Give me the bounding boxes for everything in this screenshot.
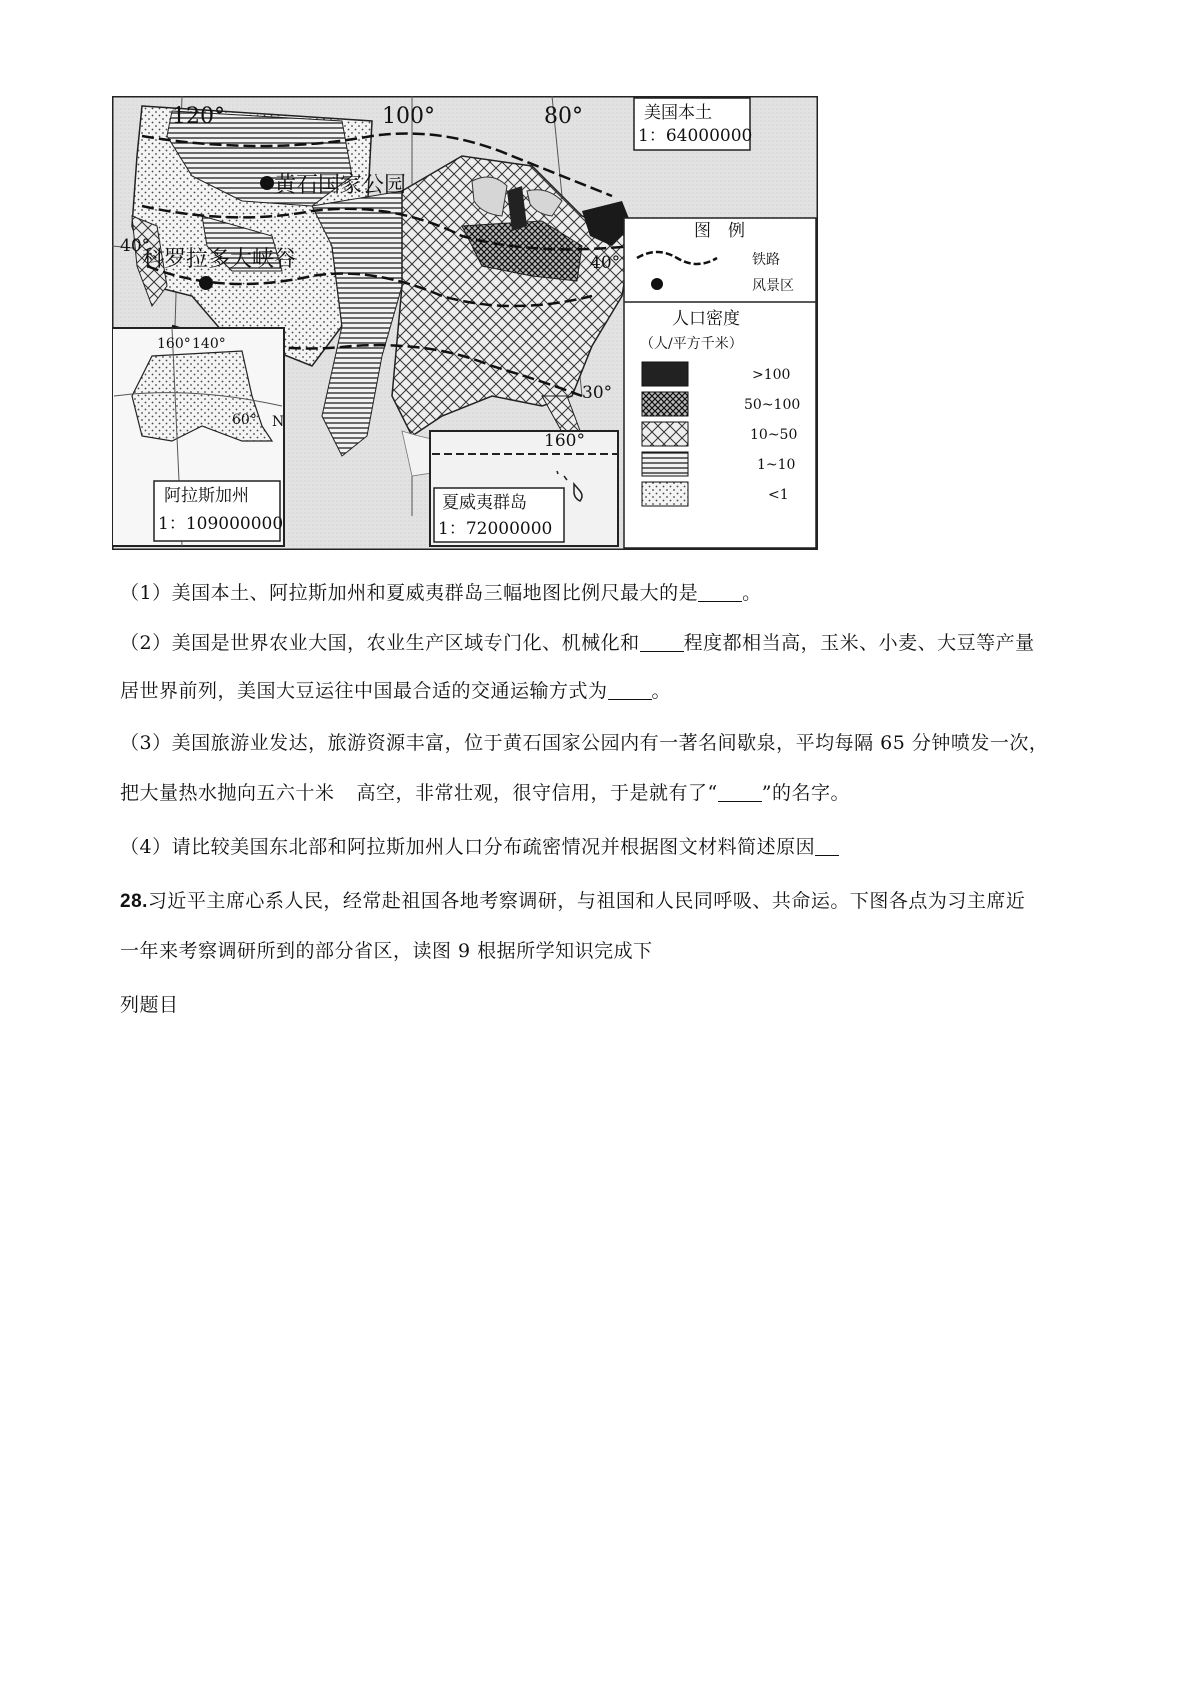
usa-population-density-map xyxy=(112,96,818,550)
alaska-lat-N: N xyxy=(272,414,285,430)
lat-30-label: 30° xyxy=(582,383,613,403)
q2-answer-blank-1[interactable] xyxy=(640,631,684,652)
question-28-line-3 xyxy=(120,984,1100,1027)
q3-answer-blank[interactable] xyxy=(718,781,762,802)
question-28-line-1 xyxy=(120,880,1100,923)
mainland-scale: 1：64000000 xyxy=(638,126,753,146)
q3-text-b: 把大量热水抛向五六十米 xyxy=(120,782,335,804)
alaska-lat-60: 60° xyxy=(232,412,257,428)
lat-40-left-label: 40° xyxy=(120,236,151,256)
q3-text-c: 高空，非常壮观，很守信用，于是就有了“ xyxy=(356,782,718,804)
yellowstone-label: 黄石国家公园 xyxy=(274,173,407,198)
legend-title: 图 例 xyxy=(694,221,745,241)
legend-density-title: 人口密度 xyxy=(672,309,740,329)
alaska-lon-140: 140° xyxy=(192,336,226,352)
legend-scenic: 风景区 xyxy=(752,278,794,294)
q2-text-c: 居世界前列，美国大豆运往中国最合适的交通运输方式为 xyxy=(120,680,608,702)
grand-canyon-label: 科罗拉多大峡谷 xyxy=(142,247,297,272)
q28-text-2: 一年来考察调研所到的部分省区，读图 9 根据所学知识完成下 xyxy=(120,940,653,962)
q2-text-a: （2）美国是世界农业大国，农业生产区域专门化、机械化和 xyxy=(120,632,640,654)
scenic-legend-symbol xyxy=(651,278,663,290)
hawaii-title: 夏威夷群岛 xyxy=(442,493,527,513)
legend-class-2: 50~100 xyxy=(744,397,801,413)
mainland-title: 美国本土 xyxy=(644,103,712,123)
legend-density-unit: （人/平方千米） xyxy=(640,336,743,352)
legend-class-1: >100 xyxy=(752,367,791,383)
hawaii-lon-160: 160° xyxy=(544,431,585,451)
legend-class-5: <1 xyxy=(768,487,789,503)
question-3-line-1 xyxy=(120,722,1100,765)
q3-text-a: （3）美国旅游业发达，旅游资源丰富，位于黄石国家公园内有一著名间歇泉，平均每隔 65 分钟喷发一次， xyxy=(120,732,1049,754)
q4-text: （4）请比较美国东北部和阿拉斯加州人口分布疏密情况并根据图文材料简述原因 xyxy=(120,836,816,858)
hawaii-scale: 1：72000000 xyxy=(438,519,553,539)
alaska-scale: 1：109000000 xyxy=(158,514,284,534)
question-1 xyxy=(120,572,1100,615)
q3-suffix: ”的名字。 xyxy=(761,782,850,804)
q28-text-1: 习近平主席心系人民，经常赴祖国各地考察调研，与祖国和人民同呼吸、共命运。下图各点为习主席近 xyxy=(147,890,1026,912)
lon-120-label: 120° xyxy=(172,104,225,129)
lon-100-label: 100° xyxy=(382,104,435,129)
q2-suffix: 。 xyxy=(651,680,672,702)
question-2-line-2 xyxy=(120,670,1100,713)
q4-answer-blank[interactable] xyxy=(815,835,839,856)
question-2-line-1 xyxy=(120,622,1100,665)
legend-railway: 铁路 xyxy=(752,252,780,268)
legend-class-4: 1~10 xyxy=(757,457,796,473)
yellowstone-marker xyxy=(260,176,274,190)
q1-answer-blank[interactable] xyxy=(698,581,742,602)
question-4 xyxy=(120,826,1100,869)
q2-answer-blank-2[interactable] xyxy=(608,679,652,700)
lat-40-right-label: 40° xyxy=(590,253,621,273)
map-svg xyxy=(112,96,818,550)
alaska-lon-160: 160° xyxy=(157,336,191,352)
lon-80-label: 80° xyxy=(544,104,583,129)
q2-text-b: 程度都相当高，玉米、小麦、大豆等产量 xyxy=(683,632,1035,654)
q28-text-3: 列题目 xyxy=(120,994,179,1016)
legend-class-3: 10~50 xyxy=(750,427,798,443)
q1-text: （1）美国本土、阿拉斯加州和夏威夷群岛三幅地图比例尺最大的是 xyxy=(120,582,699,604)
question-28-line-2 xyxy=(120,930,1100,973)
alaska-title: 阿拉斯加州 xyxy=(164,486,249,506)
question-3-line-2 xyxy=(120,772,1100,815)
grand-canyon-marker xyxy=(199,276,213,290)
q28-number: 28. xyxy=(120,891,148,912)
q1-suffix: 。 xyxy=(742,582,762,604)
